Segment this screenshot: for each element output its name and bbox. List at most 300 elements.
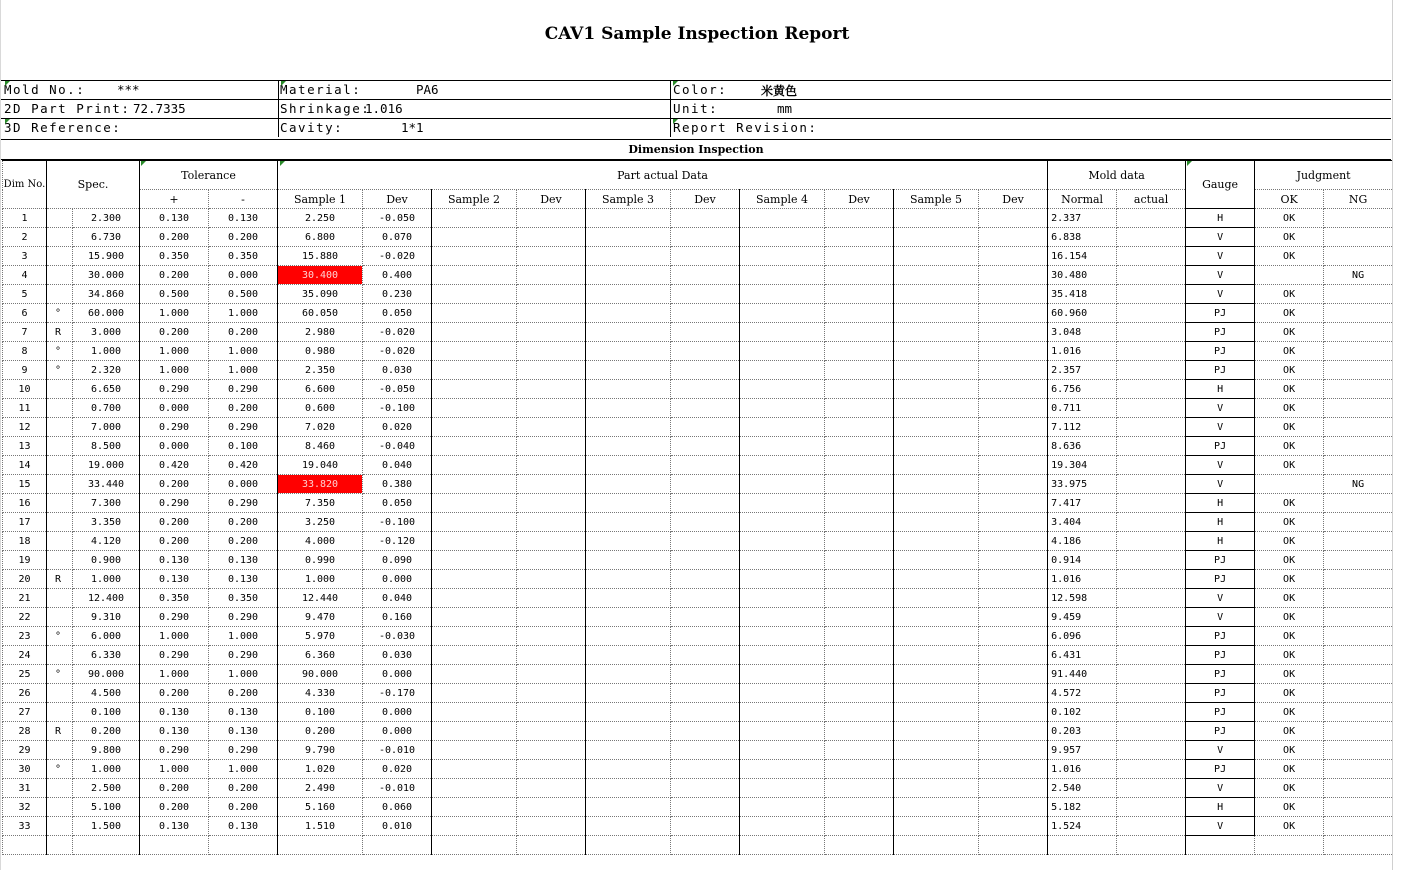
mold-normal-cell[interactable]: 6.096 bbox=[1048, 627, 1117, 646]
gauge-cell[interactable]: PJ bbox=[1186, 361, 1255, 380]
dev-1-cell[interactable]: -0.020 bbox=[363, 342, 432, 361]
spec-symbol-cell[interactable] bbox=[47, 798, 73, 817]
sample-5-cell[interactable] bbox=[894, 646, 979, 665]
dev-5-cell[interactable] bbox=[979, 285, 1048, 304]
sample-4-cell[interactable] bbox=[740, 608, 825, 627]
sample-2-cell[interactable] bbox=[432, 399, 517, 418]
mold-normal-cell[interactable]: 3.404 bbox=[1048, 513, 1117, 532]
dev-5-cell[interactable] bbox=[979, 247, 1048, 266]
sample-2-cell[interactable] bbox=[432, 342, 517, 361]
mold-normal-cell[interactable]: 60.960 bbox=[1048, 304, 1117, 323]
dim-no-cell[interactable]: 12 bbox=[3, 418, 47, 437]
sample-5-cell[interactable] bbox=[894, 247, 979, 266]
dev-3-cell[interactable] bbox=[671, 798, 740, 817]
sample-4-cell[interactable] bbox=[740, 741, 825, 760]
judgment-ng-cell[interactable] bbox=[1324, 741, 1393, 760]
sample-5-cell[interactable] bbox=[894, 703, 979, 722]
dev-4-cell[interactable] bbox=[825, 722, 894, 741]
gauge-cell[interactable]: PJ bbox=[1186, 551, 1255, 570]
judgment-ok-cell[interactable]: OK bbox=[1255, 304, 1324, 323]
spec-symbol-cell[interactable] bbox=[47, 532, 73, 551]
dev-1-cell[interactable]: 0.230 bbox=[363, 285, 432, 304]
judgment-ng-cell[interactable]: NG bbox=[1324, 475, 1393, 494]
spec-symbol-cell[interactable] bbox=[47, 437, 73, 456]
mold-normal-cell[interactable]: 33.975 bbox=[1048, 475, 1117, 494]
dev-4-cell[interactable] bbox=[825, 646, 894, 665]
sample-5-cell[interactable] bbox=[894, 608, 979, 627]
judgment-ng-cell[interactable] bbox=[1324, 304, 1393, 323]
dev-1-cell[interactable] bbox=[363, 836, 432, 855]
dev-3-cell[interactable] bbox=[671, 722, 740, 741]
sample-4-cell[interactable] bbox=[740, 418, 825, 437]
mold-normal-cell[interactable]: 2.357 bbox=[1048, 361, 1117, 380]
mold-normal-cell[interactable] bbox=[1048, 836, 1117, 855]
tolerance-plus-cell[interactable]: 0.290 bbox=[140, 494, 209, 513]
mold-normal-cell[interactable]: 1.524 bbox=[1048, 817, 1117, 836]
sample-1-cell[interactable]: 2.490 bbox=[278, 779, 363, 798]
spec-cell[interactable]: 2.320 bbox=[73, 361, 140, 380]
sample-5-cell[interactable] bbox=[894, 285, 979, 304]
sample-4-cell[interactable] bbox=[740, 722, 825, 741]
gauge-cell[interactable]: V bbox=[1186, 285, 1255, 304]
sample-3-cell[interactable] bbox=[586, 380, 671, 399]
dim-no-cell[interactable]: 31 bbox=[3, 779, 47, 798]
gauge-cell[interactable]: PJ bbox=[1186, 342, 1255, 361]
judgment-ng-cell[interactable] bbox=[1324, 418, 1393, 437]
dev-5-cell[interactable] bbox=[979, 551, 1048, 570]
dev-5-cell[interactable] bbox=[979, 494, 1048, 513]
dev-1-cell[interactable]: 0.400 bbox=[363, 266, 432, 285]
judgment-ok-cell[interactable]: OK bbox=[1255, 532, 1324, 551]
tolerance-plus-cell[interactable]: 0.200 bbox=[140, 323, 209, 342]
dev-2-cell[interactable] bbox=[517, 266, 586, 285]
judgment-ok-cell[interactable]: OK bbox=[1255, 342, 1324, 361]
dev-3-cell[interactable] bbox=[671, 551, 740, 570]
tolerance-plus-cell[interactable]: 0.290 bbox=[140, 646, 209, 665]
dev-2-cell[interactable] bbox=[517, 836, 586, 855]
sample-2-cell[interactable] bbox=[432, 760, 517, 779]
judgment-ng-cell[interactable] bbox=[1324, 228, 1393, 247]
dev-1-cell[interactable]: 0.020 bbox=[363, 418, 432, 437]
judgment-ng-cell[interactable] bbox=[1324, 646, 1393, 665]
spec-cell[interactable]: 9.800 bbox=[73, 741, 140, 760]
dev-1-cell[interactable]: 0.010 bbox=[363, 817, 432, 836]
dev-2-cell[interactable] bbox=[517, 380, 586, 399]
judgment-ng-cell[interactable] bbox=[1324, 570, 1393, 589]
sample-1-cell[interactable]: 9.790 bbox=[278, 741, 363, 760]
sample-5-cell[interactable] bbox=[894, 494, 979, 513]
sample-3-cell[interactable] bbox=[586, 437, 671, 456]
judgment-ok-cell[interactable] bbox=[1255, 836, 1324, 855]
dev-1-cell[interactable]: -0.010 bbox=[363, 741, 432, 760]
dev-5-cell[interactable] bbox=[979, 380, 1048, 399]
dev-3-cell[interactable] bbox=[671, 209, 740, 228]
sample-2-cell[interactable] bbox=[432, 380, 517, 399]
tolerance-minus-cell[interactable]: 1.000 bbox=[209, 342, 278, 361]
mold-actual-cell[interactable] bbox=[1117, 418, 1186, 437]
tolerance-plus-cell[interactable] bbox=[140, 836, 209, 855]
gauge-cell[interactable]: V bbox=[1186, 608, 1255, 627]
judgment-ok-cell[interactable]: OK bbox=[1255, 247, 1324, 266]
sample-2-cell[interactable] bbox=[432, 722, 517, 741]
dev-5-cell[interactable] bbox=[979, 779, 1048, 798]
dev-1-cell[interactable]: -0.050 bbox=[363, 209, 432, 228]
dev-1-cell[interactable]: -0.020 bbox=[363, 323, 432, 342]
sample-5-cell[interactable] bbox=[894, 342, 979, 361]
gauge-cell[interactable]: PJ bbox=[1186, 304, 1255, 323]
mold-actual-cell[interactable] bbox=[1117, 228, 1186, 247]
dev-3-cell[interactable] bbox=[671, 741, 740, 760]
sample-1-cell[interactable]: 0.980 bbox=[278, 342, 363, 361]
dev-5-cell[interactable] bbox=[979, 836, 1048, 855]
gauge-cell[interactable]: V bbox=[1186, 456, 1255, 475]
sample-2-cell[interactable] bbox=[432, 323, 517, 342]
mold-normal-cell[interactable]: 19.304 bbox=[1048, 456, 1117, 475]
sample-1-cell[interactable]: 19.040 bbox=[278, 456, 363, 475]
mold-actual-cell[interactable] bbox=[1117, 798, 1186, 817]
sample-1-cell[interactable]: 0.200 bbox=[278, 722, 363, 741]
mold-actual-cell[interactable] bbox=[1117, 475, 1186, 494]
sample-2-cell[interactable] bbox=[432, 779, 517, 798]
spec-symbol-cell[interactable] bbox=[47, 228, 73, 247]
judgment-ok-cell[interactable]: OK bbox=[1255, 513, 1324, 532]
dim-no-cell[interactable]: 4 bbox=[3, 266, 47, 285]
dev-3-cell[interactable] bbox=[671, 836, 740, 855]
gauge-cell[interactable]: H bbox=[1186, 513, 1255, 532]
judgment-ng-cell[interactable] bbox=[1324, 247, 1393, 266]
sample-3-cell[interactable] bbox=[586, 798, 671, 817]
dev-2-cell[interactable] bbox=[517, 817, 586, 836]
dev-3-cell[interactable] bbox=[671, 760, 740, 779]
mold-normal-cell[interactable]: 5.182 bbox=[1048, 798, 1117, 817]
tolerance-plus-cell[interactable]: 1.000 bbox=[140, 665, 209, 684]
tolerance-minus-cell[interactable]: 0.290 bbox=[209, 494, 278, 513]
judgment-ng-cell[interactable] bbox=[1324, 494, 1393, 513]
dev-3-cell[interactable] bbox=[671, 665, 740, 684]
dev-5-cell[interactable] bbox=[979, 323, 1048, 342]
dev-1-cell[interactable]: 0.040 bbox=[363, 456, 432, 475]
tolerance-plus-cell[interactable]: 0.200 bbox=[140, 532, 209, 551]
dim-no-cell[interactable]: 25 bbox=[3, 665, 47, 684]
sample-1-cell[interactable]: 6.360 bbox=[278, 646, 363, 665]
mold-actual-cell[interactable] bbox=[1117, 570, 1186, 589]
mold-actual-cell[interactable] bbox=[1117, 665, 1186, 684]
judgment-ng-cell[interactable] bbox=[1324, 551, 1393, 570]
judgment-ng-cell[interactable] bbox=[1324, 532, 1393, 551]
dim-no-cell[interactable]: 18 bbox=[3, 532, 47, 551]
mold-actual-cell[interactable] bbox=[1117, 817, 1186, 836]
dim-no-cell[interactable]: 15 bbox=[3, 475, 47, 494]
dev-5-cell[interactable] bbox=[979, 209, 1048, 228]
sample-1-cell[interactable]: 1.510 bbox=[278, 817, 363, 836]
spec-cell[interactable]: 3.350 bbox=[73, 513, 140, 532]
sample-5-cell[interactable] bbox=[894, 304, 979, 323]
sample-4-cell[interactable] bbox=[740, 437, 825, 456]
sample-1-cell[interactable]: 1.020 bbox=[278, 760, 363, 779]
sample-3-cell[interactable] bbox=[586, 665, 671, 684]
sample-1-cell[interactable]: 4.000 bbox=[278, 532, 363, 551]
sample-5-cell[interactable] bbox=[894, 513, 979, 532]
judgment-ok-cell[interactable]: OK bbox=[1255, 570, 1324, 589]
mold-actual-cell[interactable] bbox=[1117, 779, 1186, 798]
judgment-ok-cell[interactable]: OK bbox=[1255, 798, 1324, 817]
dim-no-cell[interactable]: 7 bbox=[3, 323, 47, 342]
sample-3-cell[interactable] bbox=[586, 228, 671, 247]
sample-1-cell[interactable]: 2.250 bbox=[278, 209, 363, 228]
sample-2-cell[interactable] bbox=[432, 570, 517, 589]
sample-3-cell[interactable] bbox=[586, 342, 671, 361]
dev-5-cell[interactable] bbox=[979, 361, 1048, 380]
dev-5-cell[interactable] bbox=[979, 399, 1048, 418]
dev-4-cell[interactable] bbox=[825, 475, 894, 494]
sample-1-cell[interactable]: 0.100 bbox=[278, 703, 363, 722]
mold-normal-cell[interactable]: 35.418 bbox=[1048, 285, 1117, 304]
judgment-ok-cell[interactable]: OK bbox=[1255, 779, 1324, 798]
sample-2-cell[interactable] bbox=[432, 608, 517, 627]
sample-4-cell[interactable] bbox=[740, 760, 825, 779]
unit-value[interactable]: mm bbox=[777, 101, 793, 116]
spec-symbol-cell[interactable] bbox=[47, 380, 73, 399]
sample-3-cell[interactable] bbox=[586, 304, 671, 323]
spec-cell[interactable]: 34.860 bbox=[73, 285, 140, 304]
tolerance-minus-cell[interactable]: 0.500 bbox=[209, 285, 278, 304]
tolerance-plus-cell[interactable]: 1.000 bbox=[140, 361, 209, 380]
dev-5-cell[interactable] bbox=[979, 456, 1048, 475]
dev-5-cell[interactable] bbox=[979, 741, 1048, 760]
dev-4-cell[interactable] bbox=[825, 836, 894, 855]
mold-actual-cell[interactable] bbox=[1117, 304, 1186, 323]
dev-4-cell[interactable] bbox=[825, 228, 894, 247]
judgment-ng-cell[interactable] bbox=[1324, 437, 1393, 456]
sample-1-cell[interactable]: 3.250 bbox=[278, 513, 363, 532]
dev-5-cell[interactable] bbox=[979, 722, 1048, 741]
gauge-cell[interactable]: PJ bbox=[1186, 760, 1255, 779]
dev-1-cell[interactable]: -0.030 bbox=[363, 627, 432, 646]
spec-symbol-cell[interactable] bbox=[47, 513, 73, 532]
dev-2-cell[interactable] bbox=[517, 722, 586, 741]
dev-4-cell[interactable] bbox=[825, 380, 894, 399]
judgment-ok-cell[interactable]: OK bbox=[1255, 209, 1324, 228]
dev-4-cell[interactable] bbox=[825, 304, 894, 323]
dev-1-cell[interactable]: 0.380 bbox=[363, 475, 432, 494]
sample-5-cell[interactable] bbox=[894, 456, 979, 475]
sample-3-cell[interactable] bbox=[586, 646, 671, 665]
gauge-cell[interactable]: PJ bbox=[1186, 722, 1255, 741]
spec-symbol-cell[interactable] bbox=[47, 247, 73, 266]
dev-1-cell[interactable]: 0.050 bbox=[363, 304, 432, 323]
mold-normal-cell[interactable]: 3.048 bbox=[1048, 323, 1117, 342]
dev-5-cell[interactable] bbox=[979, 437, 1048, 456]
judgment-ng-cell[interactable] bbox=[1324, 399, 1393, 418]
sample-1-cell[interactable]: 5.160 bbox=[278, 798, 363, 817]
judgment-ok-cell[interactable]: OK bbox=[1255, 646, 1324, 665]
mold-no-value[interactable]: *** bbox=[117, 82, 140, 97]
spec-symbol-cell[interactable] bbox=[47, 209, 73, 228]
dev-3-cell[interactable] bbox=[671, 266, 740, 285]
spec-symbol-cell[interactable] bbox=[47, 266, 73, 285]
sample-3-cell[interactable] bbox=[586, 817, 671, 836]
sample-5-cell[interactable] bbox=[894, 361, 979, 380]
tolerance-plus-cell[interactable]: 0.130 bbox=[140, 817, 209, 836]
dev-2-cell[interactable] bbox=[517, 399, 586, 418]
tolerance-minus-cell[interactable]: 1.000 bbox=[209, 665, 278, 684]
mold-normal-cell[interactable]: 8.636 bbox=[1048, 437, 1117, 456]
dev-1-cell[interactable]: 0.030 bbox=[363, 361, 432, 380]
sample-3-cell[interactable] bbox=[586, 627, 671, 646]
spec-cell[interactable]: 60.000 bbox=[73, 304, 140, 323]
gauge-cell[interactable]: V bbox=[1186, 247, 1255, 266]
spec-cell[interactable]: 3.000 bbox=[73, 323, 140, 342]
shrinkage-value[interactable]: 1.016 bbox=[365, 101, 403, 116]
dim-no-cell[interactable] bbox=[3, 836, 47, 855]
sample-3-cell[interactable] bbox=[586, 266, 671, 285]
mold-actual-cell[interactable] bbox=[1117, 342, 1186, 361]
dim-no-cell[interactable]: 24 bbox=[3, 646, 47, 665]
sample-3-cell[interactable] bbox=[586, 570, 671, 589]
mold-actual-cell[interactable] bbox=[1117, 627, 1186, 646]
judgment-ng-cell[interactable] bbox=[1324, 722, 1393, 741]
gauge-cell[interactable]: H bbox=[1186, 380, 1255, 399]
dev-2-cell[interactable] bbox=[517, 456, 586, 475]
gauge-cell[interactable]: PJ bbox=[1186, 570, 1255, 589]
tolerance-minus-cell[interactable]: 0.130 bbox=[209, 703, 278, 722]
dim-no-cell[interactable]: 20 bbox=[3, 570, 47, 589]
judgment-ng-cell[interactable] bbox=[1324, 665, 1393, 684]
tolerance-minus-cell[interactable]: 0.350 bbox=[209, 589, 278, 608]
spec-cell[interactable]: 6.730 bbox=[73, 228, 140, 247]
judgment-ng-cell[interactable] bbox=[1324, 608, 1393, 627]
dim-no-cell[interactable]: 5 bbox=[3, 285, 47, 304]
gauge-cell[interactable]: PJ bbox=[1186, 323, 1255, 342]
tolerance-minus-cell[interactable]: 0.100 bbox=[209, 437, 278, 456]
gauge-cell[interactable]: PJ bbox=[1186, 665, 1255, 684]
mold-normal-cell[interactable]: 91.440 bbox=[1048, 665, 1117, 684]
tolerance-minus-cell[interactable]: 0.290 bbox=[209, 646, 278, 665]
sample-3-cell[interactable] bbox=[586, 532, 671, 551]
judgment-ng-cell[interactable] bbox=[1324, 627, 1393, 646]
judgment-ng-cell[interactable] bbox=[1324, 798, 1393, 817]
tolerance-plus-cell[interactable]: 0.130 bbox=[140, 722, 209, 741]
spec-cell[interactable]: 19.000 bbox=[73, 456, 140, 475]
judgment-ok-cell[interactable]: OK bbox=[1255, 437, 1324, 456]
tolerance-plus-cell[interactable]: 0.500 bbox=[140, 285, 209, 304]
sample-1-cell[interactable]: 7.020 bbox=[278, 418, 363, 437]
dev-3-cell[interactable] bbox=[671, 475, 740, 494]
gauge-cell[interactable]: PJ bbox=[1186, 684, 1255, 703]
sample-2-cell[interactable] bbox=[432, 456, 517, 475]
mold-actual-cell[interactable] bbox=[1117, 266, 1186, 285]
gauge-cell[interactable]: PJ bbox=[1186, 703, 1255, 722]
mold-normal-cell[interactable]: 30.480 bbox=[1048, 266, 1117, 285]
tolerance-minus-cell[interactable]: 0.200 bbox=[209, 798, 278, 817]
spec-symbol-cell[interactable] bbox=[47, 684, 73, 703]
sample-5-cell[interactable] bbox=[894, 779, 979, 798]
mold-actual-cell[interactable] bbox=[1117, 589, 1186, 608]
dev-3-cell[interactable] bbox=[671, 589, 740, 608]
dev-1-cell[interactable]: 0.050 bbox=[363, 494, 432, 513]
dev-5-cell[interactable] bbox=[979, 627, 1048, 646]
sample-5-cell[interactable] bbox=[894, 209, 979, 228]
judgment-ok-cell[interactable]: OK bbox=[1255, 494, 1324, 513]
dim-no-cell[interactable]: 11 bbox=[3, 399, 47, 418]
mold-actual-cell[interactable] bbox=[1117, 513, 1186, 532]
dev-5-cell[interactable] bbox=[979, 760, 1048, 779]
tolerance-minus-cell[interactable] bbox=[209, 836, 278, 855]
mold-actual-cell[interactable] bbox=[1117, 247, 1186, 266]
sample-2-cell[interactable] bbox=[432, 703, 517, 722]
sample-3-cell[interactable] bbox=[586, 779, 671, 798]
gauge-cell[interactable]: PJ bbox=[1186, 437, 1255, 456]
sample-1-cell[interactable]: 5.970 bbox=[278, 627, 363, 646]
sample-5-cell[interactable] bbox=[894, 228, 979, 247]
dev-4-cell[interactable] bbox=[825, 342, 894, 361]
sample-3-cell[interactable] bbox=[586, 475, 671, 494]
judgment-ok-cell[interactable]: OK bbox=[1255, 684, 1324, 703]
mold-actual-cell[interactable] bbox=[1117, 722, 1186, 741]
sample-4-cell[interactable] bbox=[740, 266, 825, 285]
dev-5-cell[interactable] bbox=[979, 532, 1048, 551]
tolerance-minus-cell[interactable]: 0.000 bbox=[209, 266, 278, 285]
gauge-cell[interactable]: PJ bbox=[1186, 627, 1255, 646]
dev-2-cell[interactable] bbox=[517, 437, 586, 456]
dev-1-cell[interactable]: 0.090 bbox=[363, 551, 432, 570]
dev-2-cell[interactable] bbox=[517, 760, 586, 779]
sample-5-cell[interactable] bbox=[894, 817, 979, 836]
dev-5-cell[interactable] bbox=[979, 570, 1048, 589]
gauge-cell[interactable]: V bbox=[1186, 266, 1255, 285]
sample-1-cell[interactable]: 12.440 bbox=[278, 589, 363, 608]
spec-cell[interactable]: 7.000 bbox=[73, 418, 140, 437]
dev-1-cell[interactable]: 0.160 bbox=[363, 608, 432, 627]
tolerance-plus-cell[interactable]: 0.350 bbox=[140, 247, 209, 266]
dev-4-cell[interactable] bbox=[825, 703, 894, 722]
sample-4-cell[interactable] bbox=[740, 570, 825, 589]
sample-4-cell[interactable] bbox=[740, 589, 825, 608]
dev-4-cell[interactable] bbox=[825, 437, 894, 456]
tolerance-plus-cell[interactable]: 1.000 bbox=[140, 627, 209, 646]
sample-2-cell[interactable] bbox=[432, 513, 517, 532]
sample-4-cell[interactable] bbox=[740, 361, 825, 380]
tolerance-plus-cell[interactable]: 0.290 bbox=[140, 380, 209, 399]
dev-1-cell[interactable]: 0.000 bbox=[363, 722, 432, 741]
mold-normal-cell[interactable]: 9.459 bbox=[1048, 608, 1117, 627]
dim-no-cell[interactable]: 16 bbox=[3, 494, 47, 513]
dev-3-cell[interactable] bbox=[671, 247, 740, 266]
sample-4-cell[interactable] bbox=[740, 627, 825, 646]
sample-5-cell[interactable] bbox=[894, 380, 979, 399]
dev-4-cell[interactable] bbox=[825, 779, 894, 798]
mold-normal-cell[interactable]: 0.102 bbox=[1048, 703, 1117, 722]
tolerance-plus-cell[interactable]: 0.200 bbox=[140, 779, 209, 798]
dev-1-cell[interactable]: 0.000 bbox=[363, 570, 432, 589]
mold-normal-cell[interactable]: 4.186 bbox=[1048, 532, 1117, 551]
sample-4-cell[interactable] bbox=[740, 646, 825, 665]
judgment-ng-cell[interactable] bbox=[1324, 285, 1393, 304]
part-print-value[interactable]: 72.7335 bbox=[133, 101, 186, 116]
spec-symbol-cell[interactable] bbox=[47, 589, 73, 608]
tolerance-plus-cell[interactable]: 0.200 bbox=[140, 228, 209, 247]
spec-cell[interactable]: 15.900 bbox=[73, 247, 140, 266]
tolerance-minus-cell[interactable]: 0.420 bbox=[209, 456, 278, 475]
spec-cell[interactable]: 33.440 bbox=[73, 475, 140, 494]
dev-3-cell[interactable] bbox=[671, 380, 740, 399]
tolerance-minus-cell[interactable]: 0.130 bbox=[209, 722, 278, 741]
sample-2-cell[interactable] bbox=[432, 494, 517, 513]
gauge-cell[interactable]: V bbox=[1186, 399, 1255, 418]
dev-3-cell[interactable] bbox=[671, 361, 740, 380]
mold-normal-cell[interactable]: 9.957 bbox=[1048, 741, 1117, 760]
mold-normal-cell[interactable]: 0.203 bbox=[1048, 722, 1117, 741]
